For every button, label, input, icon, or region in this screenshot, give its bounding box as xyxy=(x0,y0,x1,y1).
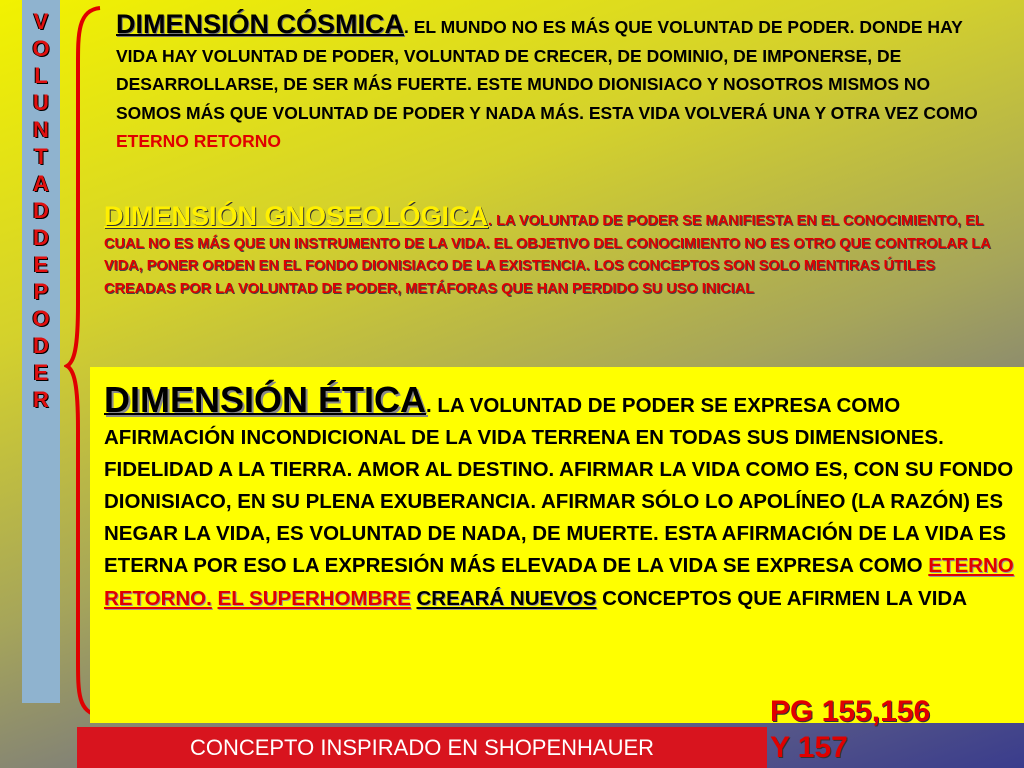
vertical-letter: E xyxy=(33,252,49,277)
superhombre-link: EL SUPERHOMBRE xyxy=(217,586,411,610)
vertical-letter: N xyxy=(33,117,49,142)
ethical-dimension-text xyxy=(104,379,1014,615)
vertical-letter: V xyxy=(33,9,49,34)
page-reference-line2: Y 157 xyxy=(770,731,848,764)
vertical-letter: D xyxy=(33,333,49,358)
vertical-title xyxy=(24,8,58,413)
cosmic-heading: DIMENSIÓN CÓSMICA xyxy=(116,9,405,39)
creara-nuevos-text: CREARÁ NUEVOS xyxy=(416,586,597,610)
vertical-letter: E xyxy=(33,360,49,385)
cosmic-body: . EL MUNDO NO ES MÁS QUE VOLUNTAD DE PODER. DONDE HAY VIDA HAY VOLUNTAD DE PODER, VOLUNTAD DE CRECER, DE DOMINIO, DE IMPONERSE, DE DESARROLLARSE, DE SER MÁS FUERTE. ESTE MUNDO DIONISIACO Y NOSOTROS MISMOS NO SOMOS MÁS QUE VOLUNTAD DE PODER Y NADA MÁS. ESTA VIDA VOLVERÁ UNA Y OTRA VEZ COMO xyxy=(116,17,978,123)
ethical-body: . LA VOLUNTAD DE PODER SE EXPRESA COMO AFIRMACIÓN INCONDICIONAL DE LA VIDA TERRENA EN TODAS SUS DIMENSIONES. FIDELIDAD A LA TIERRA. AMOR AL DESTINO. AFIRMAR LA VIDA COMO ES, CON SU FONDO DIONISIACO, EN SU PLENA EXUBERANCIA. AFIRMAR SÓLO LO APOLÍNEO (LA RAZÓN) ES NEGAR LA VIDA, ES VOLUNTAD DE NADA, DE MUERTE. ESTA AFIRMACIÓN DE LA VIDA ES ETERNA POR ESO LA EXPRESIÓN MÁS ELEVADA DE LA VIDA SE EXPRESA COMO xyxy=(104,394,1014,578)
vertical-letter: T xyxy=(34,144,48,169)
page-reference-line1: PG 155,156 xyxy=(770,695,931,728)
vertical-letter: R xyxy=(33,387,49,412)
eterno-retorno-link: ETERNO RETORNO. xyxy=(104,554,1014,610)
gnoseological-body: . LA VOLUNTAD DE PODER SE MANIFIESTA EN EL CONOCIMIENTO, EL CUAL NO ES MÁS QUE UN INSTRUMENTO DE LA VIDA. EL OBJETIVO DEL CONOCIMIENTO NO ES OTRO QUE CONTROLAR LA VIDA, PONER ORDEN EN EL FONDO DIONISIACO DE LA EXISTENCIA. LOS CONCEPTOS SON SOLO MENTIRAS ÚTILES CREADAS POR LA VOLUNTAD DE PODER, METÁFORAS QUE HAN PERDIDO SU USO INICIAL xyxy=(104,213,991,297)
footer-banner: CONCEPTO INSPIRADO EN SHOPENHAUER xyxy=(77,727,767,768)
cosmic-dimension-text xyxy=(116,10,996,156)
ethical-tail: CONCEPTOS QUE AFIRMEN LA VIDA xyxy=(596,586,968,610)
vertical-letter: A xyxy=(33,171,49,196)
cosmic-highlight: ETERNO RETORNO xyxy=(116,131,281,151)
vertical-letter: D xyxy=(33,225,49,250)
gnoseological-dimension-text xyxy=(104,201,994,300)
vertical-letter: O xyxy=(32,36,50,61)
vertical-letter: D xyxy=(33,198,49,223)
gnoseological-heading: DIMENSIÓN GNOSEOLÓGICA xyxy=(104,201,489,231)
vertical-letter: L xyxy=(34,63,48,88)
page-reference xyxy=(770,694,930,766)
ethical-heading: DIMENSIÓN ÉTICA xyxy=(104,379,427,420)
vertical-letter: O xyxy=(32,306,50,331)
vertical-letter: U xyxy=(33,90,49,115)
vertical-letter: P xyxy=(33,279,49,304)
